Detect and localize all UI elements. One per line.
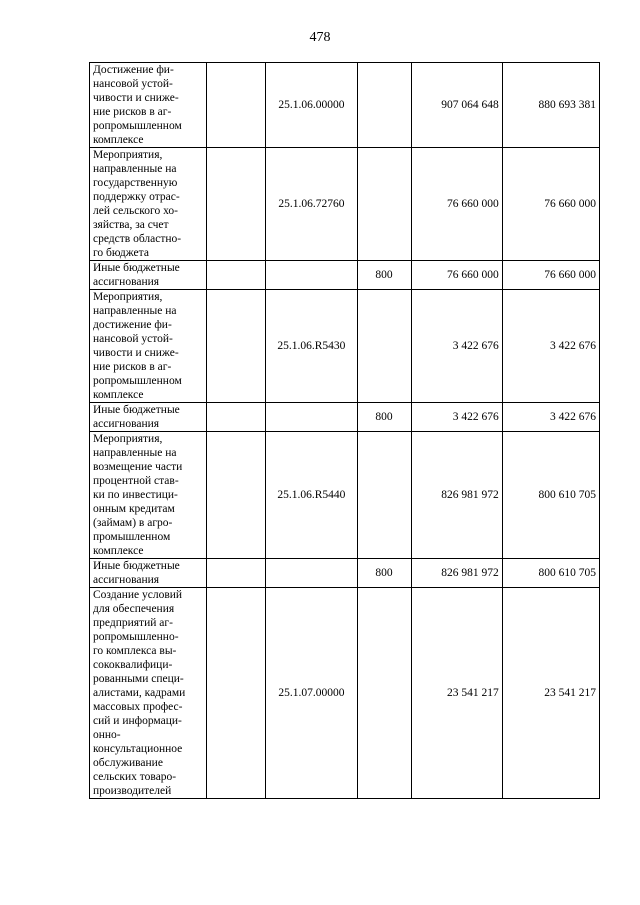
row-name (90, 148, 207, 261)
row-name (90, 588, 207, 799)
row-name-line: Создание условий (93, 589, 183, 601)
table-row (90, 588, 600, 799)
row-value-1: 907 064 648 (411, 63, 502, 148)
row-name (90, 63, 207, 148)
row-name-line: сельских товаро- (93, 771, 177, 783)
row-name-line: ропромышленном (93, 375, 182, 387)
row-name-line: ропромышленно- (93, 631, 179, 643)
row-value-1: 826 981 972 (411, 559, 502, 588)
row-name (90, 559, 207, 588)
row-empty-cell (207, 261, 266, 290)
row-name-line: направленные на (93, 447, 177, 459)
row-value-1: 826 981 972 (411, 432, 502, 559)
row-name (90, 261, 207, 290)
row-expense-type: 800 (357, 559, 411, 588)
row-code: 25.1.06.00000 (266, 63, 357, 148)
row-name-line: процентной став- (93, 475, 179, 487)
row-empty-cell (207, 403, 266, 432)
row-expense-type (357, 148, 411, 261)
row-name-line: Иные бюджетные (93, 404, 180, 416)
row-name-line: сий и информаци- (93, 715, 182, 727)
row-name-line: лей сельского хо- (93, 205, 179, 217)
row-empty-cell (207, 290, 266, 403)
row-code (266, 261, 357, 290)
row-name-line: Мероприятия, (93, 149, 163, 161)
row-name-line: поддержку отрас- (93, 191, 180, 203)
row-name-line: государственную (93, 177, 178, 189)
row-name-line: предприятий аг- (93, 617, 173, 629)
row-name-line: ки по инвестици- (93, 489, 178, 501)
row-name-line: зяйства, за счет (93, 219, 169, 231)
row-name-line: ассигнования (93, 574, 160, 586)
row-name-line: ассигнования (93, 418, 160, 430)
row-name (90, 432, 207, 559)
row-name-line: комплексе (93, 389, 144, 401)
row-value-1: 76 660 000 (411, 148, 502, 261)
table-row (90, 261, 600, 290)
row-name-line: комплексе (93, 134, 144, 146)
row-value-1: 3 422 676 (411, 403, 502, 432)
row-name-line: Иные бюджетные (93, 262, 180, 274)
table-body (90, 63, 600, 799)
row-name-line: чивости и сниже- (93, 92, 179, 104)
row-name-line: го комплекса вы- (93, 645, 177, 657)
row-expense-type (357, 63, 411, 148)
row-expense-type (357, 290, 411, 403)
row-empty-cell (207, 559, 266, 588)
row-value-1: 23 541 217 (411, 588, 502, 799)
table-row (90, 148, 600, 261)
row-name (90, 290, 207, 403)
row-expense-type (357, 588, 411, 799)
row-value-2: 800 610 705 (502, 432, 599, 559)
row-value-2: 23 541 217 (502, 588, 599, 799)
row-name-line: возмещение части (93, 461, 183, 473)
row-name-line: онно- (93, 729, 121, 741)
row-name-line: направленные на (93, 163, 177, 175)
row-code (266, 403, 357, 432)
row-value-2: 76 660 000 (502, 261, 599, 290)
row-name-line: производителей (93, 785, 172, 797)
row-name-line: нансовой устой- (93, 78, 173, 90)
row-empty-cell (207, 148, 266, 261)
page-number: 478 (309, 30, 331, 45)
row-name-line: го бюджета (93, 247, 149, 259)
table-row (90, 432, 600, 559)
row-code (266, 559, 357, 588)
row-value-1: 76 660 000 (411, 261, 502, 290)
row-empty-cell (207, 63, 266, 148)
row-expense-type: 800 (357, 261, 411, 290)
row-name-line: Мероприятия, (93, 291, 163, 303)
row-name-line: массовых профес- (93, 701, 183, 713)
table-row (90, 403, 600, 432)
row-name-line: Иные бюджетные (93, 560, 180, 572)
row-name-line: Достижение фи- (93, 64, 174, 76)
row-name-line: комплексе (93, 545, 144, 557)
row-empty-cell (207, 588, 266, 799)
budget-table (89, 62, 600, 799)
row-name-line: для обеспечения (93, 603, 175, 615)
row-name-line: направленные на (93, 305, 177, 317)
row-code: 25.1.07.00000 (266, 588, 357, 799)
table-row (90, 290, 600, 403)
row-name-line: консультационное (93, 743, 183, 755)
row-name-line: чивости и сниже- (93, 347, 179, 359)
row-name (90, 403, 207, 432)
row-name-line: нансовой устой- (93, 333, 173, 345)
row-value-2: 3 422 676 (502, 403, 599, 432)
row-name-line: промышленном (93, 531, 171, 543)
row-name-line: достижение фи- (93, 319, 172, 331)
row-empty-cell (207, 432, 266, 559)
row-name-line: рованными специ- (93, 673, 184, 685)
row-name-line: сококвалифици- (93, 659, 173, 671)
row-name-line: ассигнования (93, 276, 160, 288)
row-code: 25.1.06.R5430 (266, 290, 357, 403)
row-name-line: обслуживание (93, 757, 163, 769)
row-name-line: Мероприятия, (93, 433, 163, 445)
row-code: 25.1.06.R5440 (266, 432, 357, 559)
row-code: 25.1.06.72760 (266, 148, 357, 261)
row-name-line: алистами, кадрами (93, 687, 186, 699)
row-value-1: 3 422 676 (411, 290, 502, 403)
row-name-line: ропромышленном (93, 120, 182, 132)
row-expense-type (357, 432, 411, 559)
row-expense-type: 800 (357, 403, 411, 432)
row-value-2: 3 422 676 (502, 290, 599, 403)
row-value-2: 76 660 000 (502, 148, 599, 261)
table-row (90, 559, 600, 588)
row-name-line: средств областно- (93, 233, 182, 245)
row-value-2: 880 693 381 (502, 63, 599, 148)
row-name-line: (займам) в агро- (93, 517, 173, 529)
row-name-line: онным кредитам (93, 503, 175, 515)
table-row (90, 63, 600, 148)
row-value-2: 800 610 705 (502, 559, 599, 588)
row-name-line: ние рисков в аг- (93, 106, 172, 118)
row-name-line: ние рисков в аг- (93, 361, 172, 373)
